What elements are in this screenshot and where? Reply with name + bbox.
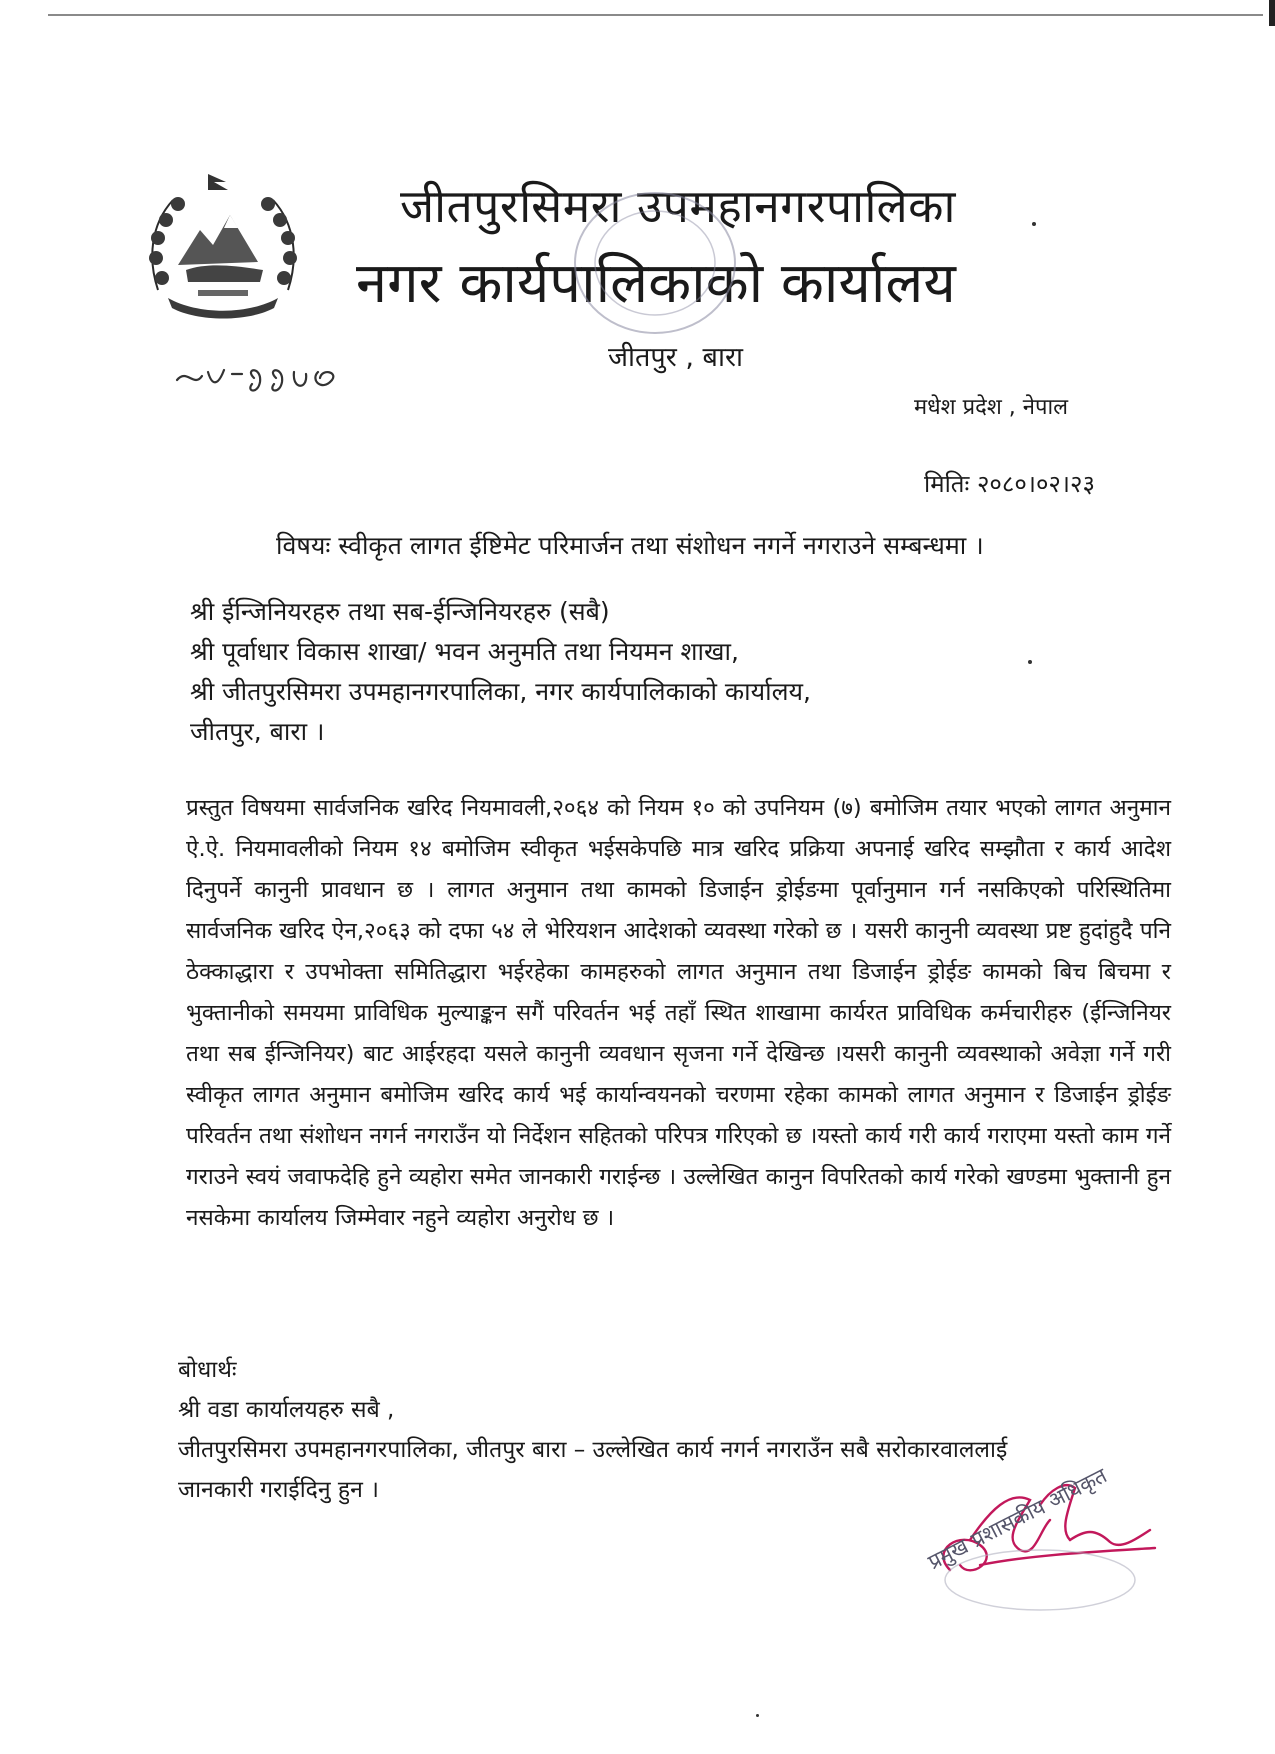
cc-line: जानकारी गराईदिनु हुन । (178, 1477, 379, 1503)
cc-line: श्री वडा कार्यालयहरु सबै , (178, 1397, 395, 1423)
cc-heading: बोधार्थः (178, 1357, 237, 1383)
addressee-line: श्री जीतपुरसिमरा उपमहानगरपालिका, नगर कार्यपालिकाको कार्यालय, (190, 677, 811, 706)
letter-body: प्रस्तुत विषयमा सार्वजनिक खरिद नियमावली,२०६४ को नियम १० को उपनियम (७) बमोजिम तयार भएको लागत अनुमान ऐ.ऐ. नियमावलीको नियम १४ बमोजिम स्वीकृत भईसकेपछि मात्र खरिद प्रक्रिया अपनाई खरिद सम्झौता र कार्य आदेश दिनुपर्ने कानुनी प्रावधान छ । लागत अनुमान तथा कामको डिजाईन ड्रोईङमा पूर्वानुमान गर्न नसकिएको परिस्थितिमा सार्वजनिक खरिद ऐन,२०६३ को दफा ५४ ले भेरियशन आदेशको व्यवस्था गरेको छ । यसरी कानुनी व्यवस्था प्रष्ट हुदांहुदै पनि ठेक्काद्धारा र उपभोक्ता समितिद्धारा भईरहेका कामहरुको लागत अनुमान तथा डिजाईन ड्रोईङ कामको बिच बिचमा र भुक्तानीको समयमा प्राविधिक मुल्याङ्कन सगैं परिवर्तन भई तहाँ स्थित शाखामा कार्यरत प्राविधिक कर्मचारीहरु (ईन्जिनियर तथा सब ईन्जिनियर) बाट आईरहदा यसले कानुनी व्यवधान सृजना गर्ने देखिन्छ ।यसरी कानुनी व्यवस्थाको अवेज्ञा गर्ने गरी स्वीकृत लागत अनुमान बमोजिम खरिद कार्य भई कार्यान्वयनको चरणमा रहेका कामको लागत अनुमान र डिजाईन ड्रोईङ परिवर्तन तथा संशोधन नगर्न नगराउँन यो निर्देशन सहितको परिपत्र गरिएको छ ।यस्तो कार्य गरी कार्य गराएमा यस्तो काम गर्ने गराउने स्वयं जवाफदेहि हुने व्यहोरा समेत जानकारी गराईन्छ । उल्लेखित कानुन विपरितको कार्य गरेको खण्डमा भुक्तानी हुन नसकेमा कार्यालय जिम्मेवार नहुने व्यहोरा अनुरोध छ । (186, 795, 1171, 1231)
letter-date: मितिः २०८०।०२।२३ (924, 470, 1095, 498)
signatory-title: प्रमुख प्रशासकीय अधिकृत (924, 1463, 1111, 1575)
municipality-name: जीतपुरसिमरा उपमहानगरपालिका (400, 179, 956, 233)
addressee-line: जीतपुर, बारा । (190, 717, 325, 746)
scan-speck (1032, 222, 1036, 226)
handwritten-reference-number (172, 358, 362, 408)
letter-subject: विषयः स्वीकृत लागत ईष्टिमेट परिमार्जन तथा संशोधन नगर्ने नगराउने सम्बन्धमा । (276, 531, 984, 560)
addressee-line: श्री पूर्वाधार विकास शाखा/ भवन अनुमति तथा नियमन शाखा, (190, 637, 739, 666)
addressee-line: श्री ईन्जिनियरहरु तथा सब-ईन्जिनियरहरु (सबै) (190, 597, 610, 626)
province-line: मधेश प्रदेश , नेपाल (914, 395, 1069, 420)
scan-speck (756, 1714, 759, 1717)
addressee-block (190, 592, 1090, 752)
top-border-line (48, 14, 1263, 16)
cc-line: जीतपुरसिमरा उपमहानगरपालिका, जीतपुर बारा – उल्लेखित कार्य नगर्न नगराउँन सबै सरोकारवाललाई (178, 1437, 1008, 1463)
office-stamp-icon (560, 178, 750, 348)
scan-edge-mark (1269, 0, 1275, 26)
scan-speck (1028, 660, 1032, 664)
office-location: जीतपुर , बारा (608, 342, 743, 373)
nepal-emblem-icon (138, 170, 308, 330)
office-name: नगर कार्यपालिकाको कार्यालय (356, 251, 956, 316)
